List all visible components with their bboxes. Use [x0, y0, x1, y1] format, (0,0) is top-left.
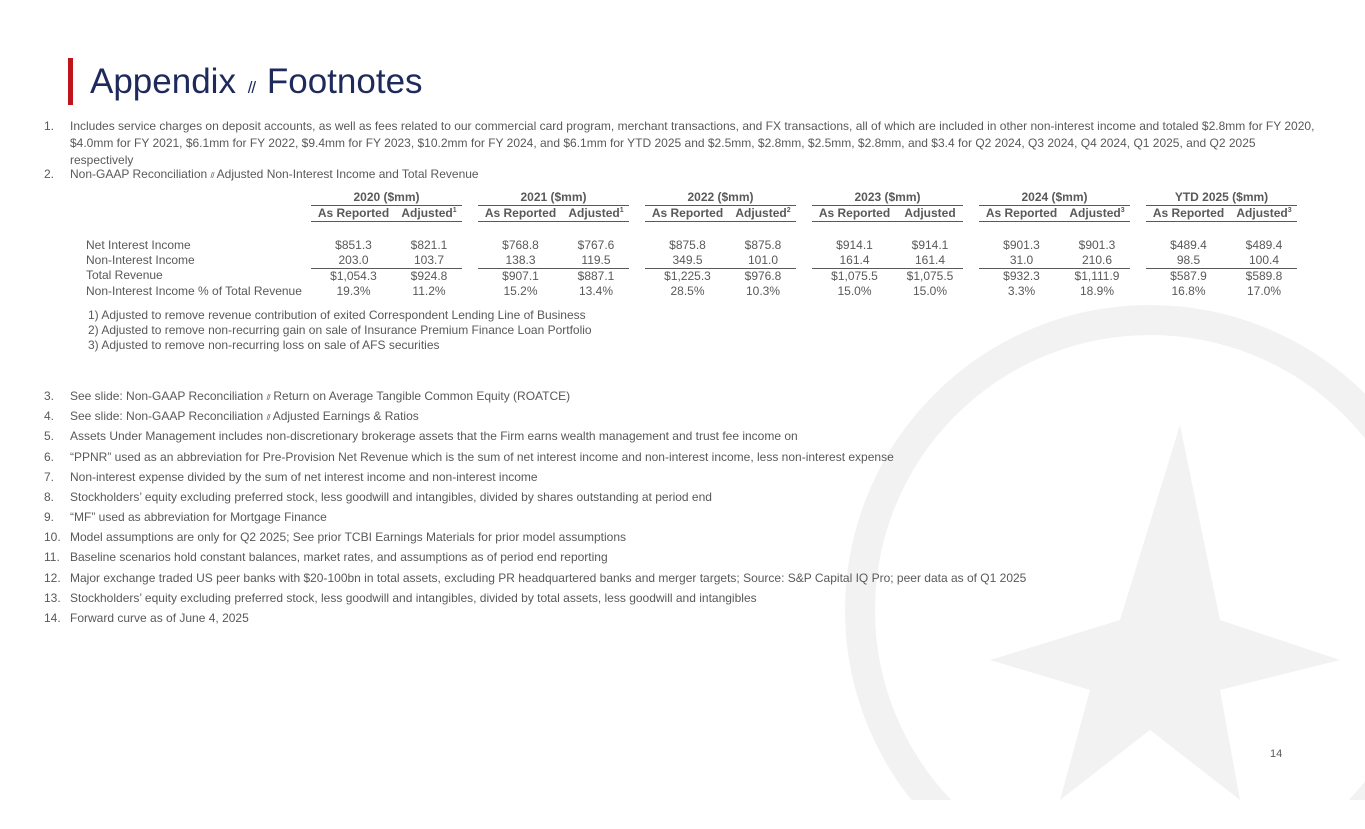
footnote-text: Non-interest expense divided by the sum of net interest income and non-interest income: [70, 470, 538, 484]
cell: 203.0: [311, 253, 396, 269]
cell: 161.4: [897, 253, 963, 269]
cell: 15.2%: [503, 283, 538, 298]
cell: $1,054.3: [330, 268, 377, 283]
cell: 101.0: [730, 253, 796, 269]
col-adjusted: Adjusted$^1$: [396, 206, 462, 222]
cell: 19.3%: [336, 283, 371, 298]
col-adjusted: Adjusted$^1$: [563, 206, 629, 222]
footnote-text: Baseline scenarios hold constant balances, market rates, and assumptions as of period end reporting: [70, 550, 608, 564]
footnote-text: Model assumptions are only for Q2 2025; See prior TCBI Earnings Materials for prior model assumptions: [70, 530, 627, 544]
footnote-separator: //: [210, 171, 214, 180]
table-row: [86, 238, 1297, 253]
footnote-number: 12.: [44, 571, 61, 585]
title-main: Appendix: [90, 62, 236, 101]
footnote-number: 6.: [44, 450, 55, 464]
page-number: 14: [1270, 748, 1283, 760]
footnote-text-part: Adjusted Non-Interest Income and Total Revenue: [216, 167, 479, 181]
footnote-text: Stockholders’ equity excluding preferred stock, less goodwill and intangibles, divided by total assets, less goodwill and intangibles: [70, 591, 757, 605]
year-header: 2024 ($mm): [979, 190, 1130, 206]
col-as-reported: As Reported: [979, 206, 1064, 222]
cell: $875.8: [744, 237, 782, 252]
table-row: [86, 253, 1297, 269]
footnote-number: 13.: [44, 591, 61, 605]
cell: 3.3%: [1007, 283, 1036, 298]
col-adjusted: Adjusted$^3$: [1231, 206, 1297, 222]
footnote-number: 3.: [44, 389, 55, 403]
cell: $976.8: [744, 268, 782, 283]
cell: 103.7: [396, 253, 462, 269]
footnote-text: [70, 408, 1320, 426]
cell: 161.4: [812, 253, 897, 269]
footnote-text: [70, 388, 1320, 406]
footnote-text: Stockholders’ equity excluding preferred stock, less goodwill and intangibles, divided by shares outstanding at period end: [70, 490, 712, 504]
title-sub: Footnotes: [266, 62, 423, 101]
footnote-text: Major exchange traded US peer banks with $20-100bn in total assets, excluding PR headquartered banks and merger targets; Source: S&P Capital IQ Pro; peer data as of Q1 2025: [70, 571, 1027, 585]
footnote-number: 4.: [44, 409, 55, 423]
table-note: 3) Adjusted to remove non-recurring loss on sale of AFS securities: [88, 338, 440, 352]
year-header: 2022 ($mm): [645, 190, 796, 206]
footnote-text-part: Return on Average Tangible Common Equity (ROATCE): [273, 389, 571, 403]
cell: $489.4: [1170, 237, 1207, 252]
cell: $489.4: [1245, 237, 1283, 252]
cell: 17.0%: [1246, 283, 1282, 298]
cell: $875.8: [669, 237, 706, 252]
cell: 119.5: [563, 253, 629, 269]
footnote-separator: //: [266, 413, 271, 422]
col-as-reported: As Reported: [1146, 206, 1231, 222]
col-as-reported: As Reported: [812, 206, 897, 222]
cell: $821.1: [410, 237, 448, 252]
footnote-number: 14.: [44, 611, 61, 625]
cell: $914.1: [836, 237, 873, 252]
footnote-text: “PPNR” used as an abbreviation for Pre-Provision Net Revenue which is the sum of net interest income and non-interest income, less non-interest expense: [70, 450, 894, 464]
footnote-text: Assets Under Management includes non-discretionary brokerage assets that the Firm earns wealth management and trust fee income on: [70, 429, 798, 443]
footnote-text-part: See slide: Non-GAAP Reconciliation: [70, 409, 264, 423]
year-header: 2023 ($mm): [812, 190, 963, 206]
cell: $1,075.5: [906, 268, 954, 283]
cell: 15.0%: [912, 283, 948, 298]
footnote-number: 9.: [44, 510, 55, 524]
footnote-number: 10.: [44, 530, 61, 544]
cell: 100.4: [1231, 253, 1297, 269]
footnote-number: 11.: [44, 550, 60, 564]
table-note: 2) Adjusted to remove non-recurring gain on sale of Insurance Premium Finance Loan Portfolio: [88, 323, 592, 337]
col-adjusted: Adjusted$^3$: [1064, 206, 1130, 222]
title-accent-bar: [68, 58, 73, 105]
footnote-text: “MF” used as abbreviation for Mortgage Finance: [70, 510, 327, 524]
title-separator: //: [247, 78, 256, 97]
year-header: 2020 ($mm): [311, 190, 462, 206]
col-as-reported: As Reported: [645, 206, 730, 222]
footnote-text: Forward curve as of June 4, 2025: [70, 611, 249, 625]
cell: $1,111.9: [1074, 268, 1120, 283]
cell: 10.3%: [745, 283, 781, 298]
cell: 18.9%: [1079, 283, 1115, 298]
cell: $768.8: [502, 237, 539, 252]
cell: $589.8: [1245, 268, 1283, 283]
cell: 13.4%: [578, 283, 614, 298]
cell: $907.1: [502, 268, 539, 283]
cell: $851.3: [335, 237, 372, 252]
cell: 31.0: [979, 253, 1064, 269]
row-label: Non-Interest Income: [86, 252, 195, 267]
cell: $1,075.5: [831, 268, 878, 283]
cell: $887.1: [577, 268, 615, 283]
cell: $932.3: [1003, 268, 1040, 283]
row-label: Total Revenue: [86, 268, 163, 283]
cell: 28.5%: [670, 283, 705, 298]
footnote-text: [70, 166, 1320, 184]
year-header: YTD 2025 ($mm): [1146, 190, 1297, 206]
table-note: 1) Adjusted to remove revenue contribution of exited Correspondent Lending Line of Business: [88, 308, 586, 322]
cell: 16.8%: [1171, 283, 1206, 298]
footnote-number: 7.: [44, 470, 55, 484]
cell: $924.8: [410, 268, 448, 283]
page-title: [90, 58, 423, 111]
footnote-number: 5.: [44, 429, 55, 443]
table-row: [86, 268, 1297, 284]
cell: $1,225.3: [664, 268, 711, 283]
footnote-text: Includes service charges on deposit accounts, as well as fees related to our commercial card program, merchant transactions, and FX transactions, all of which are included in other non-interest income and totaled $2.8mm for FY 2020, $4.0mm for FY 2021, $6.1mm for FY 2022, $9.4mm for FY 2023, $10.2mm for FY 2024, and $6.1mm for YTD 2025 and $2.5mm, $2.8mm, $2.5mm, $2.8mm, and $3.4 for Q2 2024, Q3 2024, Q4 2024, Q1 2025, and Q2 2025 respectively: [70, 119, 1315, 167]
row-label: Non-Interest Income % of Total Revenue: [86, 283, 302, 298]
cell: $901.3: [1078, 237, 1116, 252]
cell: 349.5: [645, 253, 730, 269]
footnote-number: 1.: [44, 119, 55, 133]
col-as-reported: As Reported: [311, 206, 396, 222]
cell: 210.6: [1064, 253, 1130, 269]
footnote-text-part: See slide: Non-GAAP Reconciliation: [70, 389, 264, 403]
footnote-text-part: Adjusted Earnings & Ratios: [272, 409, 419, 423]
cell: 15.0%: [837, 283, 872, 298]
cell: 98.5: [1146, 253, 1231, 269]
footnote-text-part: Non-GAAP Reconciliation: [70, 167, 208, 181]
cell: $901.3: [1003, 237, 1040, 252]
cell: 138.3: [478, 253, 563, 269]
reconciliation-table: [86, 190, 1297, 299]
col-as-reported: As Reported: [478, 206, 563, 222]
footnote-number: 2.: [44, 167, 55, 181]
year-header: 2021 ($mm): [478, 190, 629, 206]
table-year-header-row: [86, 190, 1297, 206]
col-adjusted: Adjusted$^2$: [730, 206, 796, 222]
footnote-separator: //: [266, 393, 271, 402]
table-notes: [88, 308, 592, 353]
cell: $767.6: [577, 237, 615, 252]
cell: 11.2%: [412, 283, 446, 298]
footnote-number: 8.: [44, 490, 55, 504]
cell: $914.1: [911, 237, 949, 252]
cell: $587.9: [1170, 268, 1207, 283]
table-sub-header-row: [86, 206, 1297, 222]
col-adjusted: Adjusted: [897, 206, 963, 222]
row-label: Net Interest Income: [86, 237, 191, 252]
table-row: [86, 284, 1297, 299]
